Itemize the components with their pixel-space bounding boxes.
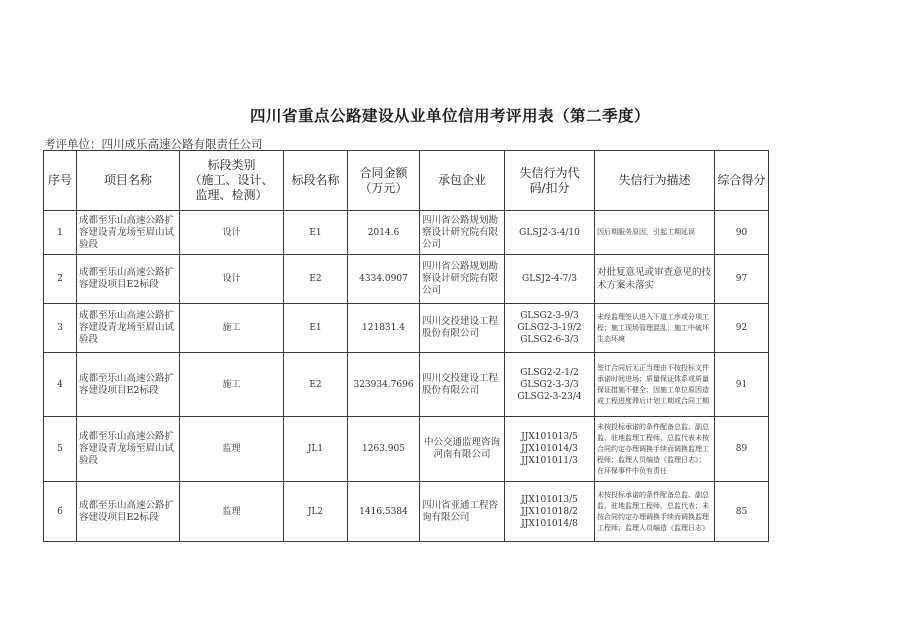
cell-amount: 1416.5384 <box>348 482 420 542</box>
cell-company: 四川交投建设工程股份有限公司 <box>420 304 505 353</box>
table-row <box>44 304 769 353</box>
cell-company: 四川省公路规划勘察设计研究院有限公司 <box>420 211 505 255</box>
cell-section: E1 <box>284 304 348 353</box>
cell-category: 设计 <box>180 255 284 304</box>
code-item: JJX101014/8 <box>521 518 578 529</box>
cell-score: 85 <box>715 482 769 542</box>
header-code-line1: 失信行为代 <box>519 165 580 180</box>
cell-section: E2 <box>284 255 348 304</box>
cell-score: 97 <box>715 255 769 304</box>
table-row <box>44 211 769 255</box>
cell-no: 3 <box>44 304 77 353</box>
cell-category: 设计 <box>180 211 284 255</box>
cell-codes <box>505 211 595 255</box>
header-code <box>505 151 595 211</box>
table-header-row <box>44 151 769 211</box>
cell-company: 中公交通监理咨询河南有限公司 <box>420 417 505 482</box>
cell-no: 6 <box>44 482 77 542</box>
header-project: 项目名称 <box>77 151 180 211</box>
code-item: JJX101013/5 <box>521 432 578 442</box>
header-category-line3: 监理、检测） <box>195 188 268 202</box>
cell-desc: 未按投标承诺的条件配备总监、副总监、驻地监理工程师、总监代表未按合同约定办理调换手续而调换监理工程师；监理人员编造《监理日志》；在环保事件中负有责任 <box>595 417 715 482</box>
code-item: GLSG2-3-3/3 <box>520 379 579 390</box>
cell-codes <box>505 417 595 482</box>
cell-codes <box>505 255 595 304</box>
header-code-line2: 码/扣分 <box>529 180 570 195</box>
table-row <box>44 482 769 542</box>
cell-company: 四川省公路规划勘察设计研究院有限公司 <box>420 255 505 304</box>
table-row <box>44 255 769 304</box>
header-section: 标段名称 <box>284 151 348 211</box>
code-item: GLSJ2-3-4/10 <box>519 227 580 238</box>
cell-project: 成都至乐山高速公路扩容建设青龙场至眉山试验段 <box>77 211 180 255</box>
cell-section: JL2 <box>284 482 348 542</box>
cell-no: 2 <box>44 255 77 304</box>
cell-company: 四川省亚通工程咨询有限公司 <box>420 482 505 542</box>
code-item: GLSG2-3-23/4 <box>517 391 582 402</box>
header-score: 综合得分 <box>715 151 769 211</box>
header-category <box>180 151 284 211</box>
cell-no: 4 <box>44 353 77 417</box>
cell-section: E2 <box>284 353 348 417</box>
cell-amount: 4334.0907 <box>348 255 420 304</box>
header-category-line1: 标段类别 <box>207 158 256 172</box>
cell-project: 成都至乐山高速公路扩容建设项目E2标段 <box>77 353 180 417</box>
code-item: JJX101013/5 <box>521 494 578 505</box>
cell-no: 5 <box>44 417 77 482</box>
cell-category: 施工 <box>180 353 284 417</box>
cell-category: 监理 <box>180 417 284 482</box>
cell-desc: 未经监理签认进入下道工序或分项工程；施工现场管理混乱；施工中破坏生态环境 <box>595 304 715 353</box>
cell-amount: 121831.4 <box>348 304 420 353</box>
cell-amount: 323934.7696 <box>348 353 420 417</box>
cell-score: 92 <box>715 304 769 353</box>
cell-section: E1 <box>284 211 348 255</box>
cell-project: 成都至乐山高速公路扩容建设项目E2标段 <box>77 255 180 304</box>
code-item: GLSJ2-4-7/3 <box>522 274 577 284</box>
cell-score: 91 <box>715 353 769 417</box>
cell-score: 89 <box>715 417 769 482</box>
code-item: JJX101018/2 <box>521 506 578 517</box>
cell-company: 四川交投建设工程股份有限公司 <box>420 353 505 417</box>
table-row <box>44 417 769 482</box>
cell-section: JL1 <box>284 417 348 482</box>
evaluator-unit: 考评单位：四川成乐高速公路有限责任公司 <box>44 137 263 151</box>
cell-no: 1 <box>44 211 77 255</box>
cell-project: 成都至乐山高速公路扩容建设项目E2标段 <box>77 482 180 542</box>
cell-desc: 未按投标承诺的条件配备总监、副总监、驻地监理工程师、总监代表；未按合同约定办理调换手续而调换监理工程师；监理人员编造《监理日志》 <box>595 482 715 542</box>
code-item: GLSG2-2-1/2 <box>520 367 579 378</box>
cell-codes <box>505 482 595 542</box>
code-item: JJX101011/3 <box>521 456 578 466</box>
header-company: 承包企业 <box>420 151 505 211</box>
cell-category: 监理 <box>180 482 284 542</box>
code-item: JJX101014/3 <box>521 444 578 454</box>
credit-evaluation-table <box>43 150 769 542</box>
code-item: GLSG2-3-19/2 <box>517 323 582 333</box>
cell-amount: 1263.905 <box>348 417 420 482</box>
cell-amount: 2014.6 <box>348 211 420 255</box>
cell-desc: 对批复意见或审查意见的技术方案未落实 <box>595 255 715 304</box>
cell-project: 成都至乐山高速公路扩容建设青龙场至眉山试验段 <box>77 304 180 353</box>
header-no: 序号 <box>44 151 77 211</box>
page-title: 四川省重点公路建设从业单位信用考评用表（第二季度） <box>249 107 650 125</box>
cell-desc: 签订合同后无正当理由不按投标文件承诺时间进场；质量保证体系或质量保证措施不健全；因施工单位原因造成工程进度滞后计划工期或合同工期 <box>595 353 715 417</box>
cell-score: 90 <box>715 211 769 255</box>
cell-codes <box>505 304 595 353</box>
cell-category: 施工 <box>180 304 284 353</box>
header-amount <box>348 151 420 211</box>
table-row <box>44 353 769 417</box>
header-amount-line1: 合同金额 <box>359 165 408 180</box>
cell-desc: 因后期服务原因，引起工期延误 <box>595 211 715 255</box>
code-item: GLSG2-3-9/3 <box>520 311 579 321</box>
header-amount-line2: （万元） <box>359 180 408 195</box>
header-desc: 失信行为描述 <box>595 151 715 211</box>
code-item: GLSG2-6-3/3 <box>520 335 579 345</box>
header-category-line2: （施工、设计、 <box>189 173 274 187</box>
cell-project: 成都至乐山高速公路扩容建设青龙场至眉山试验段 <box>77 417 180 482</box>
cell-codes <box>505 353 595 417</box>
